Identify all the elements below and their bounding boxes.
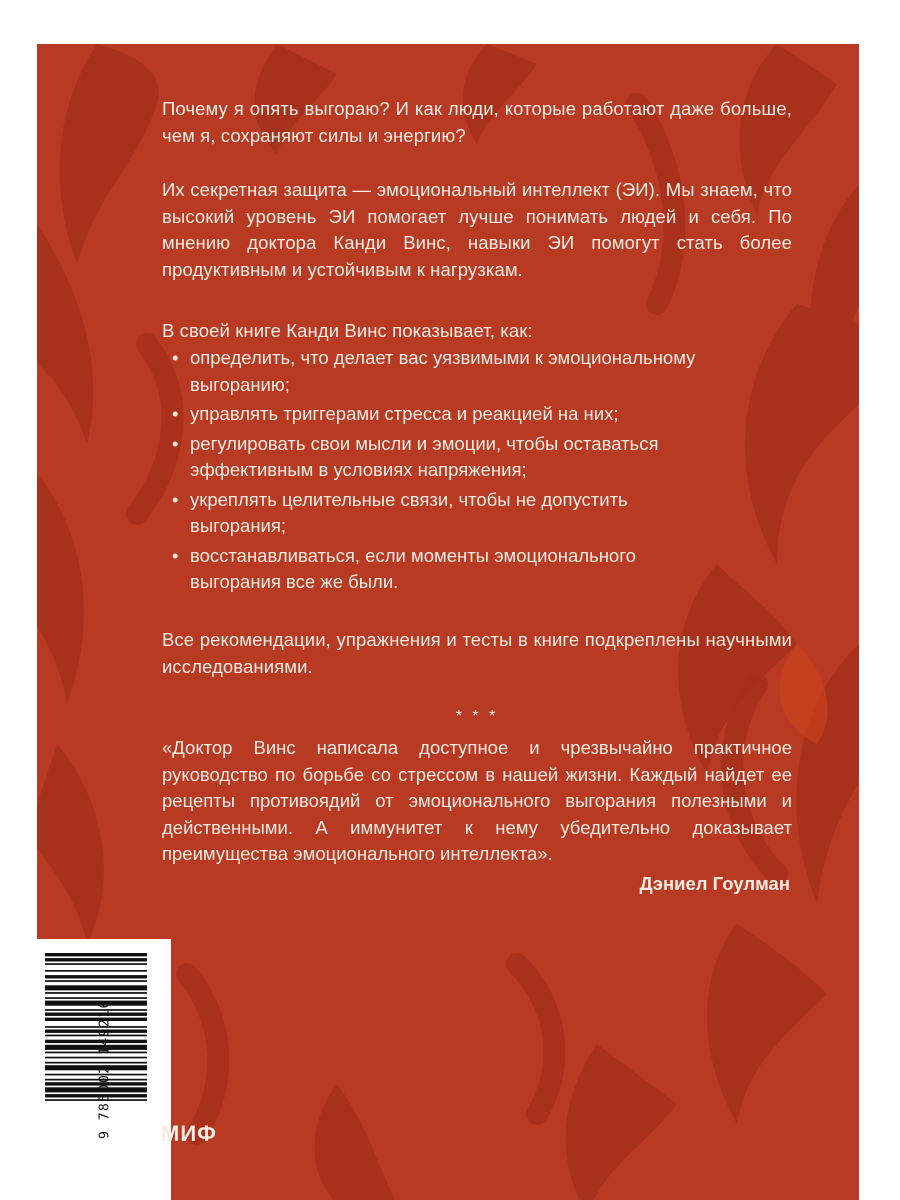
intro-answer-text: Их секретная защита — эмоциональный интеллект (ЭИ). Мы знаем, что высокий уровень ЭИ помогает лучше понимать людей и себя. По мнению доктора Канди Винс, навыки ЭИ помогут стать более продуктивным и устойчивым к нагрузкам.: [162, 179, 792, 280]
list-item: [162, 401, 792, 428]
isbn-number: 9 785002 149216: [97, 999, 113, 1139]
list-item: [162, 345, 792, 398]
section-separator: * * *: [455, 708, 499, 725]
list-item-text: укреплять целительные связи, чтобы не допустить выгорания;: [190, 488, 628, 536]
list-item: [162, 431, 792, 484]
isbn-barcode: [37, 939, 171, 1200]
closing-text: Все рекомендации, упражнения и тесты в книге подкреплены научными исследованиями.: [162, 629, 792, 677]
list-lead-text: В своей книге Канди Винс показывает, как:: [162, 320, 533, 341]
list-item-text: регулировать свои мысли и эмоции, чтобы оставаться эффективным в условиях напряжения;: [190, 432, 659, 480]
endorsement-quote: «Доктор Винс написала доступное и чрезвычайно практичное руководство по борьбе со стрессом в нашей жизни. Каждый найдет ее рецепты противоядий от эмоционального выгорания полезными и действенными. А иммунитет к нему убедительно доказывает преимущества эмоционального интеллекта».: [162, 737, 792, 864]
bullet-icon: •: [172, 432, 179, 454]
intro-answer: [162, 177, 792, 283]
list-item: [162, 543, 792, 596]
publisher-logo: МИФ: [161, 1121, 217, 1146]
intro-question: [162, 96, 792, 149]
intro-question-text: Почему я опять выгораю? И как люди, которые работают даже больше, чем я, сохраняют силы и энергию?: [162, 98, 792, 146]
bullet-icon: •: [172, 403, 179, 424]
list-item-text: восстанавливаться, если моменты эмоционального выгорания все же были.: [190, 544, 636, 592]
list-item-text: управлять триггерами стресса и реакцией на них;: [190, 403, 619, 424]
bullet-icon: •: [172, 347, 179, 368]
closing-paragraph: [162, 627, 792, 680]
bullet-icon: •: [172, 544, 179, 566]
benefits-list: [162, 345, 792, 599]
list-item: [162, 487, 792, 540]
bullet-icon: •: [172, 488, 179, 510]
list-lead: [162, 318, 792, 345]
list-item-text: определить, что делает вас уязвимыми к эмоциональному выгоранию;: [190, 347, 696, 395]
back-cover: [37, 44, 859, 1200]
quote-author: Дэниел Гоулман: [639, 873, 790, 894]
